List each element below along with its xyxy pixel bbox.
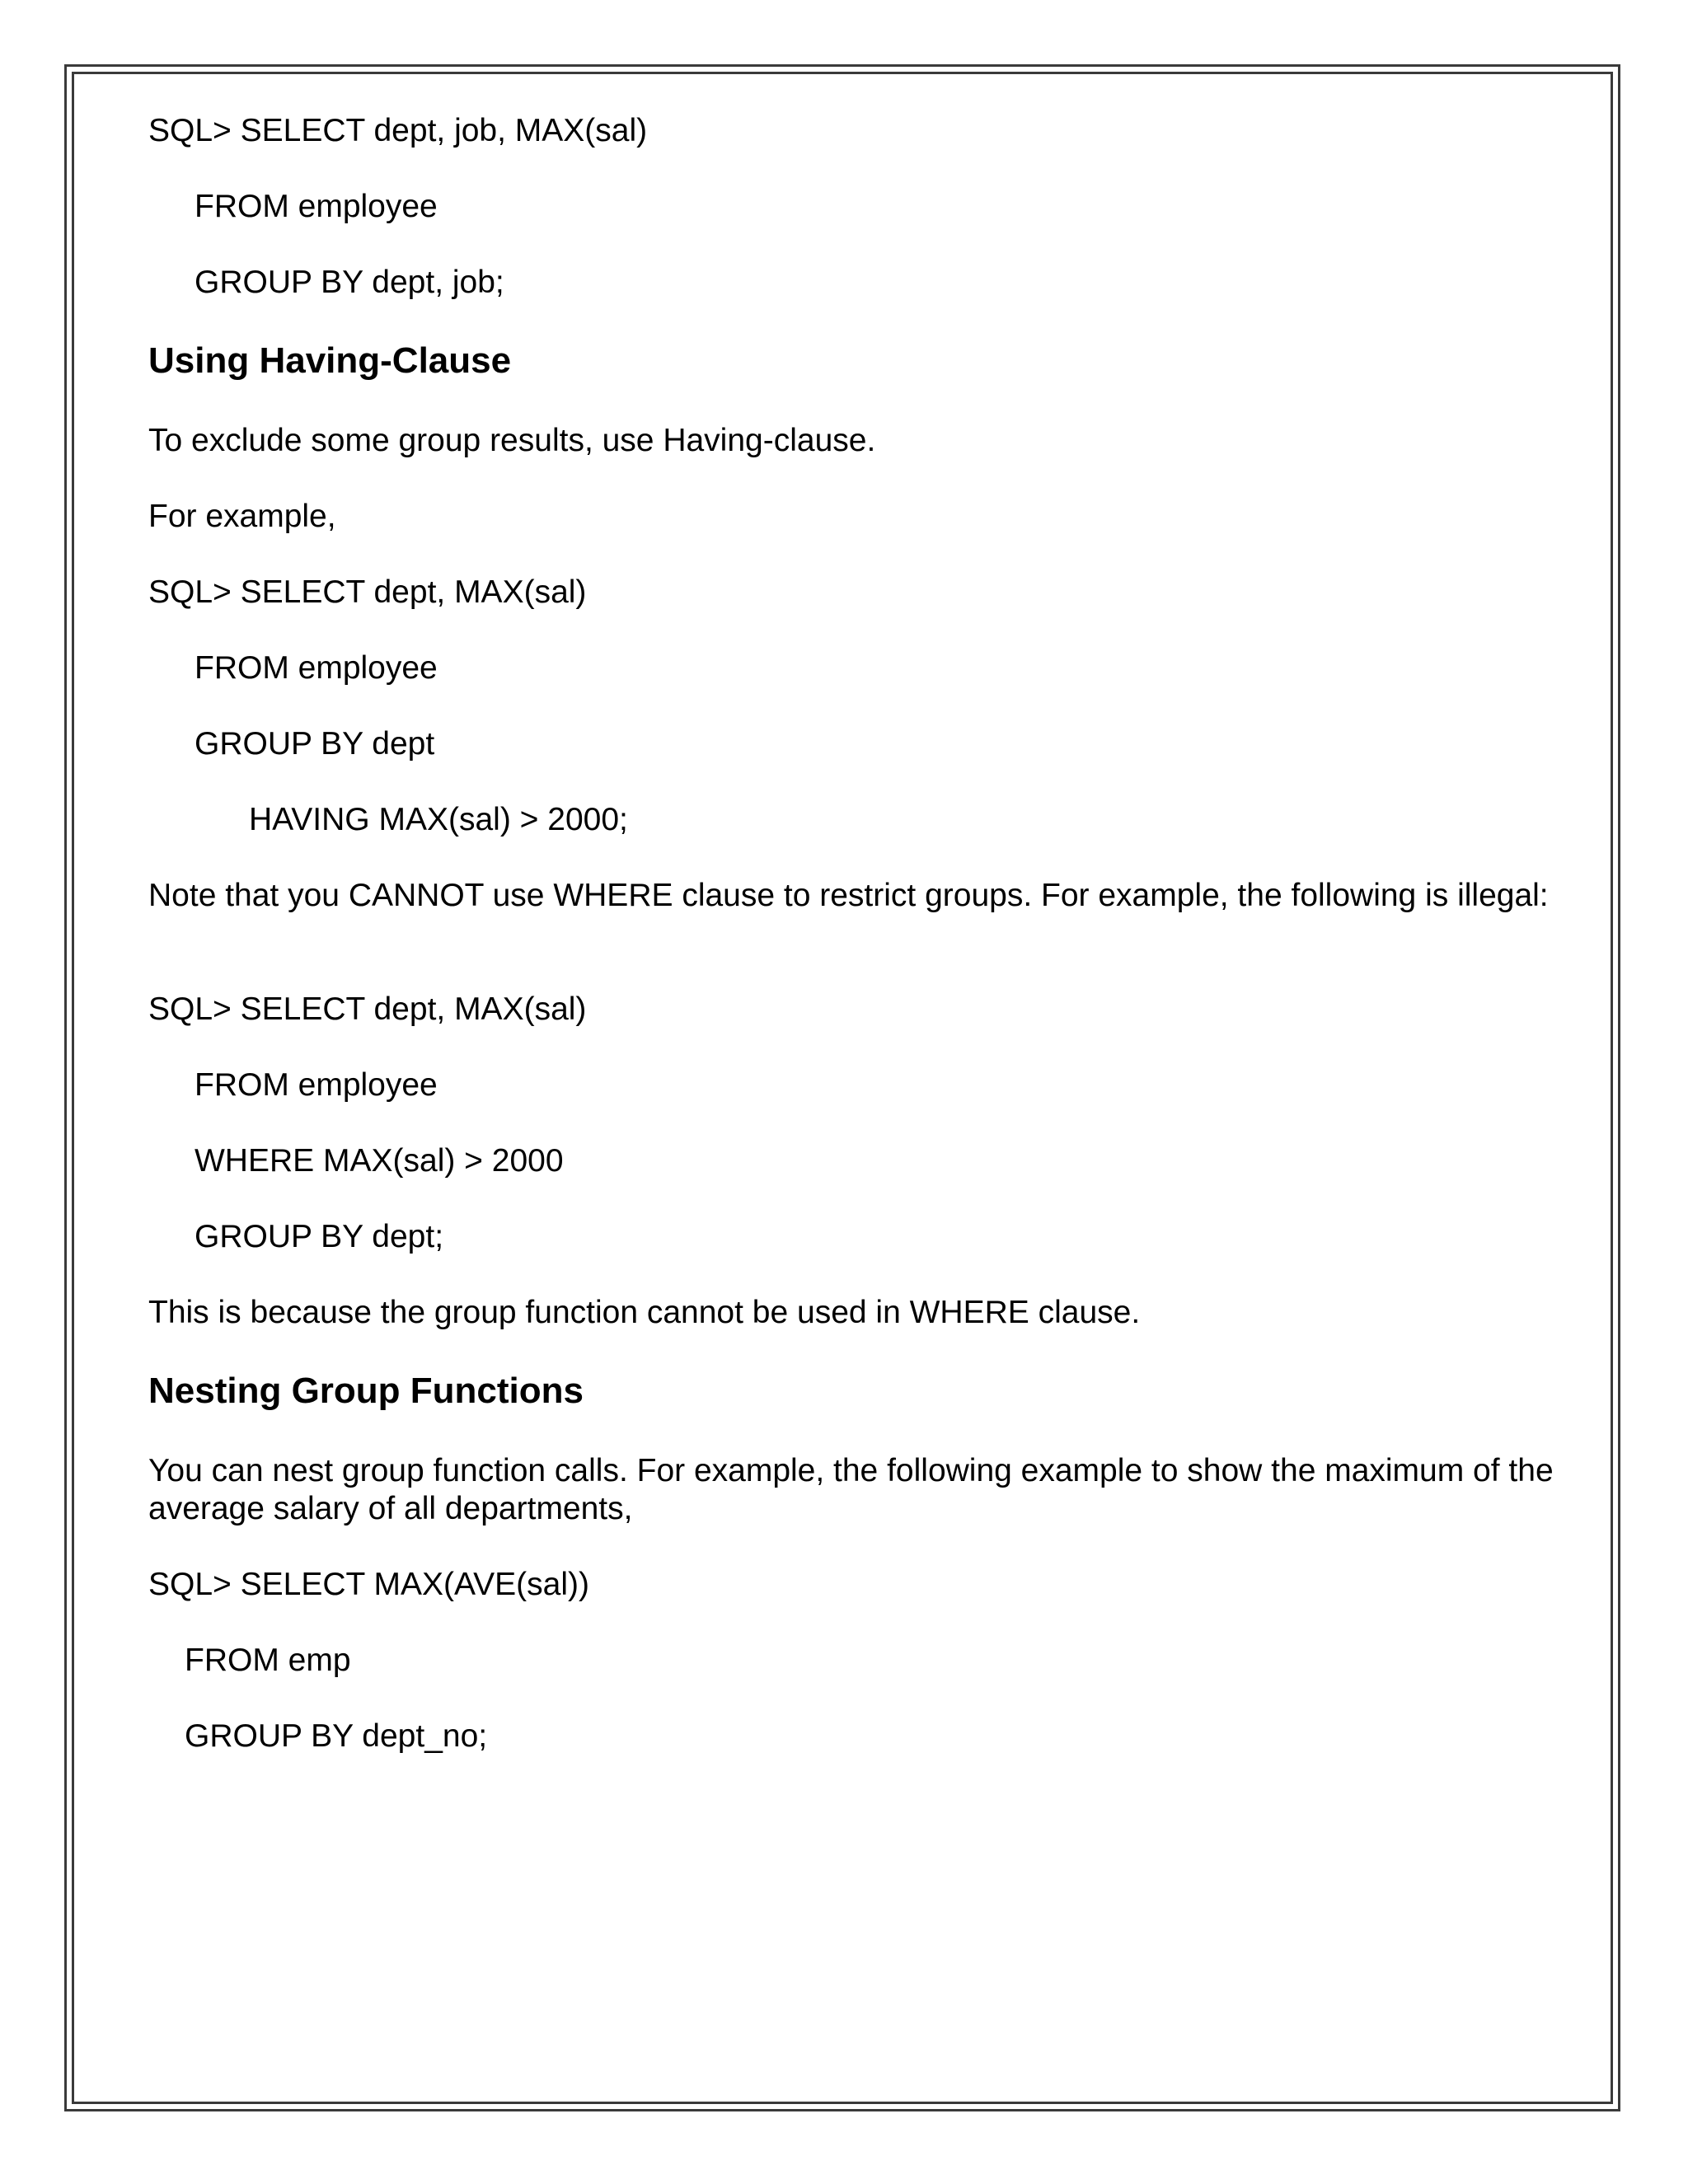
code-line: GROUP BY dept, job; xyxy=(195,265,504,300)
code-line: GROUP BY dept xyxy=(195,726,435,762)
paragraph: You can nest group function calls. For example, the following example to show the maximum of the average salary of all departments, xyxy=(148,1453,1554,1526)
paragraph: This is because the group function cannot be used in WHERE clause. xyxy=(148,1295,1141,1330)
code-line: SQL> SELECT MAX(AVE(sal)) xyxy=(148,1567,589,1602)
paragraph: To exclude some group results, use Having-clause. xyxy=(148,423,876,458)
code-line: FROM emp xyxy=(185,1643,351,1678)
section-heading-having: Using Having-Clause xyxy=(148,340,512,381)
code-line: WHERE MAX(sal) > 2000 xyxy=(195,1143,564,1179)
paragraph: For example, xyxy=(148,499,336,534)
code-line: GROUP BY dept_no; xyxy=(185,1718,488,1754)
code-line: GROUP BY dept; xyxy=(195,1219,444,1254)
code-line: FROM employee xyxy=(195,650,438,686)
code-line: FROM employee xyxy=(195,1067,438,1103)
code-line: SQL> SELECT dept, job, MAX(sal) xyxy=(148,113,648,148)
code-line: FROM employee xyxy=(195,189,438,224)
code-line: HAVING MAX(sal) > 2000; xyxy=(249,802,628,837)
code-line: SQL> SELECT dept, MAX(sal) xyxy=(148,991,587,1027)
section-heading-nesting: Nesting Group Functions xyxy=(148,1371,584,1411)
paragraph: Note that you CANNOT use WHERE clause to restrict groups. For example, the following is illegal: xyxy=(148,878,1549,913)
code-line: SQL> SELECT dept, MAX(sal) xyxy=(148,574,587,610)
